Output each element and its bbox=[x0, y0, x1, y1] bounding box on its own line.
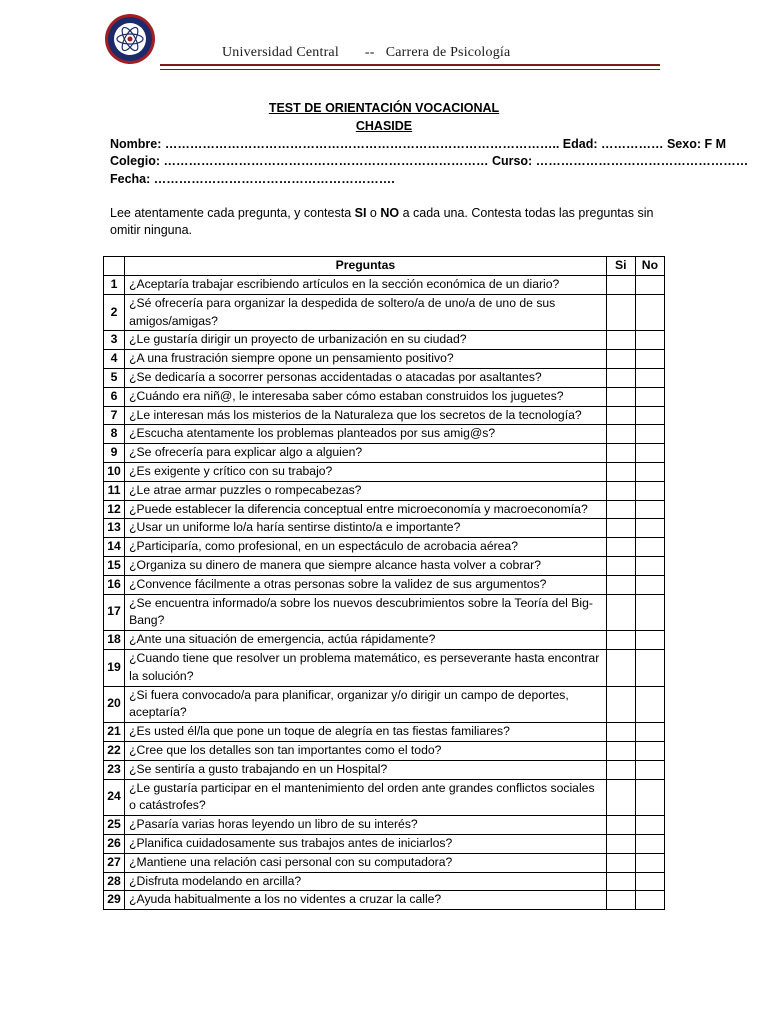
table-row bbox=[104, 575, 665, 594]
question-number: 22 bbox=[104, 741, 125, 760]
answer-no-cell[interactable] bbox=[635, 686, 664, 723]
table-row bbox=[104, 481, 665, 500]
answer-no-cell[interactable] bbox=[635, 891, 664, 910]
table-row bbox=[104, 891, 665, 910]
document-subtitle: CHASIDE bbox=[355, 119, 413, 133]
school-course-field: Colegio: …………………………………………………………………… Curso: …………………………………………… bbox=[110, 154, 749, 168]
question-number: 8 bbox=[104, 425, 125, 444]
answer-yes-cell[interactable] bbox=[606, 853, 635, 872]
header-no: No bbox=[635, 257, 664, 276]
answer-yes-cell[interactable] bbox=[606, 594, 635, 631]
table-row bbox=[104, 853, 665, 872]
question-text: ¿Es usted él/la que pone un toque de alegría en tas fiestas familiares? bbox=[125, 723, 607, 742]
question-number: 27 bbox=[104, 853, 125, 872]
answer-no-cell[interactable] bbox=[635, 425, 664, 444]
answer-yes-cell[interactable] bbox=[606, 872, 635, 891]
answer-yes-cell[interactable] bbox=[606, 631, 635, 650]
answer-no-cell[interactable] bbox=[635, 779, 664, 816]
answer-no-cell[interactable] bbox=[635, 406, 664, 425]
header-rule bbox=[160, 64, 660, 66]
question-text: ¿Escucha atentamente los problemas planteados por sus amig@s? bbox=[125, 425, 607, 444]
answer-no-cell[interactable] bbox=[635, 481, 664, 500]
table-row bbox=[104, 425, 665, 444]
question-text: ¿Se sentiría a gusto trabajando en un Hospital? bbox=[125, 760, 607, 779]
answer-yes-cell[interactable] bbox=[606, 760, 635, 779]
table-row bbox=[104, 816, 665, 835]
answer-yes-cell[interactable] bbox=[606, 444, 635, 463]
question-text: ¿Cuando tiene que resolver un problema matemático, es perseverante hasta encontrar la solución? bbox=[125, 649, 607, 686]
question-number: 7 bbox=[104, 406, 125, 425]
answer-no-cell[interactable] bbox=[635, 556, 664, 575]
answer-yes-cell[interactable] bbox=[606, 387, 635, 406]
question-text: ¿Ayuda habitualmente a los no videntes a cruzar la calle? bbox=[125, 891, 607, 910]
answer-yes-cell[interactable] bbox=[606, 686, 635, 723]
table-row bbox=[104, 331, 665, 350]
answer-yes-cell[interactable] bbox=[606, 723, 635, 742]
question-number: 19 bbox=[104, 649, 125, 686]
question-number: 17 bbox=[104, 594, 125, 631]
table-row bbox=[104, 631, 665, 650]
answer-yes-cell[interactable] bbox=[606, 891, 635, 910]
table-row bbox=[104, 406, 665, 425]
header-number bbox=[104, 257, 125, 276]
question-number: 16 bbox=[104, 575, 125, 594]
instructions-text: Lee atentamente cada pregunta, y contesta SI o NO a cada una. Contesta todas las preguntas sin omitir ninguna. bbox=[110, 206, 654, 237]
answer-yes-cell[interactable] bbox=[606, 500, 635, 519]
table-row bbox=[104, 649, 665, 686]
question-number: 2 bbox=[104, 294, 125, 331]
question-text: ¿Se dedicaría a socorrer personas accidentadas o atacadas por asaltantes? bbox=[125, 368, 607, 387]
answer-yes-cell[interactable] bbox=[606, 741, 635, 760]
question-text: ¿Ante una situación de emergencia, actúa rápidamente? bbox=[125, 631, 607, 650]
table-row bbox=[104, 462, 665, 481]
table-row bbox=[104, 387, 665, 406]
answer-no-cell[interactable] bbox=[635, 594, 664, 631]
header-rule-thin bbox=[160, 69, 660, 70]
question-number: 29 bbox=[104, 891, 125, 910]
table-row bbox=[104, 723, 665, 742]
question-number: 20 bbox=[104, 686, 125, 723]
answer-no-cell[interactable] bbox=[635, 872, 664, 891]
question-text: ¿Organiza su dinero de manera que siempre alcance hasta volver a cobrar? bbox=[125, 556, 607, 575]
question-number: 28 bbox=[104, 872, 125, 891]
answer-no-cell[interactable] bbox=[635, 538, 664, 557]
table-row bbox=[104, 350, 665, 369]
table-row bbox=[104, 686, 665, 723]
document-header bbox=[222, 45, 510, 61]
answer-no-cell[interactable] bbox=[635, 276, 664, 295]
name-age-sex-field: Nombre: ………………………………………………………………………………….. Edad: …………… Sexo: F M bbox=[110, 137, 726, 151]
answer-no-cell[interactable] bbox=[635, 519, 664, 538]
table-row bbox=[104, 872, 665, 891]
question-text: ¿Le gustaría dirigir un proyecto de urbanización en su ciudad? bbox=[125, 331, 607, 350]
question-text: ¿Se ofrecería para explicar algo a alguien? bbox=[125, 444, 607, 463]
question-number: 18 bbox=[104, 631, 125, 650]
answer-no-cell[interactable] bbox=[635, 760, 664, 779]
table-row bbox=[104, 368, 665, 387]
question-text: ¿Disfruta modelando en arcilla? bbox=[125, 872, 607, 891]
questions-table bbox=[103, 256, 665, 910]
answer-no-cell[interactable] bbox=[635, 500, 664, 519]
table-row bbox=[104, 834, 665, 853]
answer-yes-cell[interactable] bbox=[606, 834, 635, 853]
question-text: ¿Si fuera convocado/a para planificar, organizar y/o dirigir un campo de deportes, aceptaría? bbox=[125, 686, 607, 723]
table-row bbox=[104, 594, 665, 631]
table-row bbox=[104, 500, 665, 519]
question-number: 3 bbox=[104, 331, 125, 350]
answer-no-cell[interactable] bbox=[635, 387, 664, 406]
answer-yes-cell[interactable] bbox=[606, 276, 635, 295]
answer-yes-cell[interactable] bbox=[606, 538, 635, 557]
question-text: ¿Mantiene una relación casi personal con su computadora? bbox=[125, 853, 607, 872]
table-row bbox=[104, 444, 665, 463]
answer-no-cell[interactable] bbox=[635, 741, 664, 760]
answer-yes-cell[interactable] bbox=[606, 556, 635, 575]
table-row bbox=[104, 741, 665, 760]
table-row bbox=[104, 294, 665, 331]
answer-no-cell[interactable] bbox=[635, 462, 664, 481]
question-number: 24 bbox=[104, 779, 125, 816]
question-number: 12 bbox=[104, 500, 125, 519]
question-text: ¿Pasaría varias horas leyendo un libro de su interés? bbox=[125, 816, 607, 835]
answer-no-cell[interactable] bbox=[635, 816, 664, 835]
table-row bbox=[104, 556, 665, 575]
answer-yes-cell[interactable] bbox=[606, 779, 635, 816]
answer-no-cell[interactable] bbox=[635, 853, 664, 872]
question-number: 9 bbox=[104, 444, 125, 463]
answer-yes-cell[interactable] bbox=[606, 649, 635, 686]
question-text: ¿Usar un uniforme lo/a haría sentirse distinto/a e importante? bbox=[125, 519, 607, 538]
question-number: 21 bbox=[104, 723, 125, 742]
question-text: ¿Le atrae armar puzzles o rompecabezas? bbox=[125, 481, 607, 500]
answer-yes-cell[interactable] bbox=[606, 331, 635, 350]
question-text: ¿A una frustración siempre opone un pensamiento positivo? bbox=[125, 350, 607, 369]
document-title: TEST DE ORIENTACIÓN VOCACIONAL bbox=[268, 101, 500, 115]
question-text: ¿Le interesan más los misterios de la Naturaleza que los secretos de la tecnología? bbox=[125, 406, 607, 425]
table-row bbox=[104, 760, 665, 779]
answer-yes-cell[interactable] bbox=[606, 350, 635, 369]
table-row bbox=[104, 779, 665, 816]
question-number: 15 bbox=[104, 556, 125, 575]
question-text: ¿Cuándo era niñ@, le interesaba saber cómo estaban construidos los juguetes? bbox=[125, 387, 607, 406]
question-text: ¿Convence fácilmente a otras personas sobre la validez de sus argumentos? bbox=[125, 575, 607, 594]
question-text: ¿Le gustaría participar en el mantenimiento del orden ante grandes conflictos sociales o catástrofes? bbox=[125, 779, 607, 816]
question-text: ¿Participaría, como profesional, en un espectáculo de acrobacia aérea? bbox=[125, 538, 607, 557]
question-number: 4 bbox=[104, 350, 125, 369]
answer-yes-cell[interactable] bbox=[606, 575, 635, 594]
answer-no-cell[interactable] bbox=[635, 350, 664, 369]
question-number: 6 bbox=[104, 387, 125, 406]
question-text: ¿Puede establecer la diferencia conceptual entre microeconomía y macroeconomía? bbox=[125, 500, 607, 519]
question-number: 26 bbox=[104, 834, 125, 853]
answer-no-cell[interactable] bbox=[635, 331, 664, 350]
answer-no-cell[interactable] bbox=[635, 834, 664, 853]
answer-yes-cell[interactable] bbox=[606, 816, 635, 835]
question-text: ¿Planifica cuidadosamente sus trabajos antes de iniciarlos? bbox=[125, 834, 607, 853]
table-row bbox=[104, 538, 665, 557]
answer-no-cell[interactable] bbox=[635, 294, 664, 331]
question-number: 10 bbox=[104, 462, 125, 481]
answer-no-cell[interactable] bbox=[635, 444, 664, 463]
answer-yes-cell[interactable] bbox=[606, 519, 635, 538]
table-row bbox=[104, 276, 665, 295]
question-number: 11 bbox=[104, 481, 125, 500]
answer-no-cell[interactable] bbox=[635, 575, 664, 594]
question-text: ¿Sé ofrecería para organizar la despedida de soltero/a de uno/a de uno de sus amigos/amigas? bbox=[125, 294, 607, 331]
answer-no-cell[interactable] bbox=[635, 649, 664, 686]
question-text: ¿Aceptaría trabajar escribiendo artículos en la sección económica de un diario? bbox=[125, 276, 607, 295]
header-yes: Si bbox=[606, 257, 635, 276]
question-number: 1 bbox=[104, 276, 125, 295]
answer-yes-cell[interactable] bbox=[606, 481, 635, 500]
answer-yes-cell[interactable] bbox=[606, 368, 635, 387]
answer-yes-cell[interactable] bbox=[606, 406, 635, 425]
table-header-row bbox=[104, 257, 665, 276]
university-seal-logo bbox=[104, 13, 156, 65]
question-number: 23 bbox=[104, 760, 125, 779]
table-row bbox=[104, 519, 665, 538]
question-number: 5 bbox=[104, 368, 125, 387]
question-text: ¿Es exigente y crítico con su trabajo? bbox=[125, 462, 607, 481]
department-name: Carrera de Psicología bbox=[385, 45, 511, 60]
header-separator: -- bbox=[364, 45, 375, 60]
answer-yes-cell[interactable] bbox=[606, 462, 635, 481]
date-field: Fecha: …………………………………………………. bbox=[110, 172, 395, 186]
answer-no-cell[interactable] bbox=[635, 631, 664, 650]
header-questions: Preguntas bbox=[125, 257, 607, 276]
institution-name: Universidad Central bbox=[222, 45, 339, 60]
question-text: ¿Se encuentra informado/a sobre los nuevos descubrimientos sobre la Teoría del Big- Bang? bbox=[125, 594, 607, 631]
answer-yes-cell[interactable] bbox=[606, 425, 635, 444]
question-text: ¿Cree que los detalles son tan importantes como el todo? bbox=[125, 741, 607, 760]
answer-no-cell[interactable] bbox=[635, 368, 664, 387]
answer-yes-cell[interactable] bbox=[606, 294, 635, 331]
question-number: 13 bbox=[104, 519, 125, 538]
answer-no-cell[interactable] bbox=[635, 723, 664, 742]
question-number: 25 bbox=[104, 816, 125, 835]
question-number: 14 bbox=[104, 538, 125, 557]
